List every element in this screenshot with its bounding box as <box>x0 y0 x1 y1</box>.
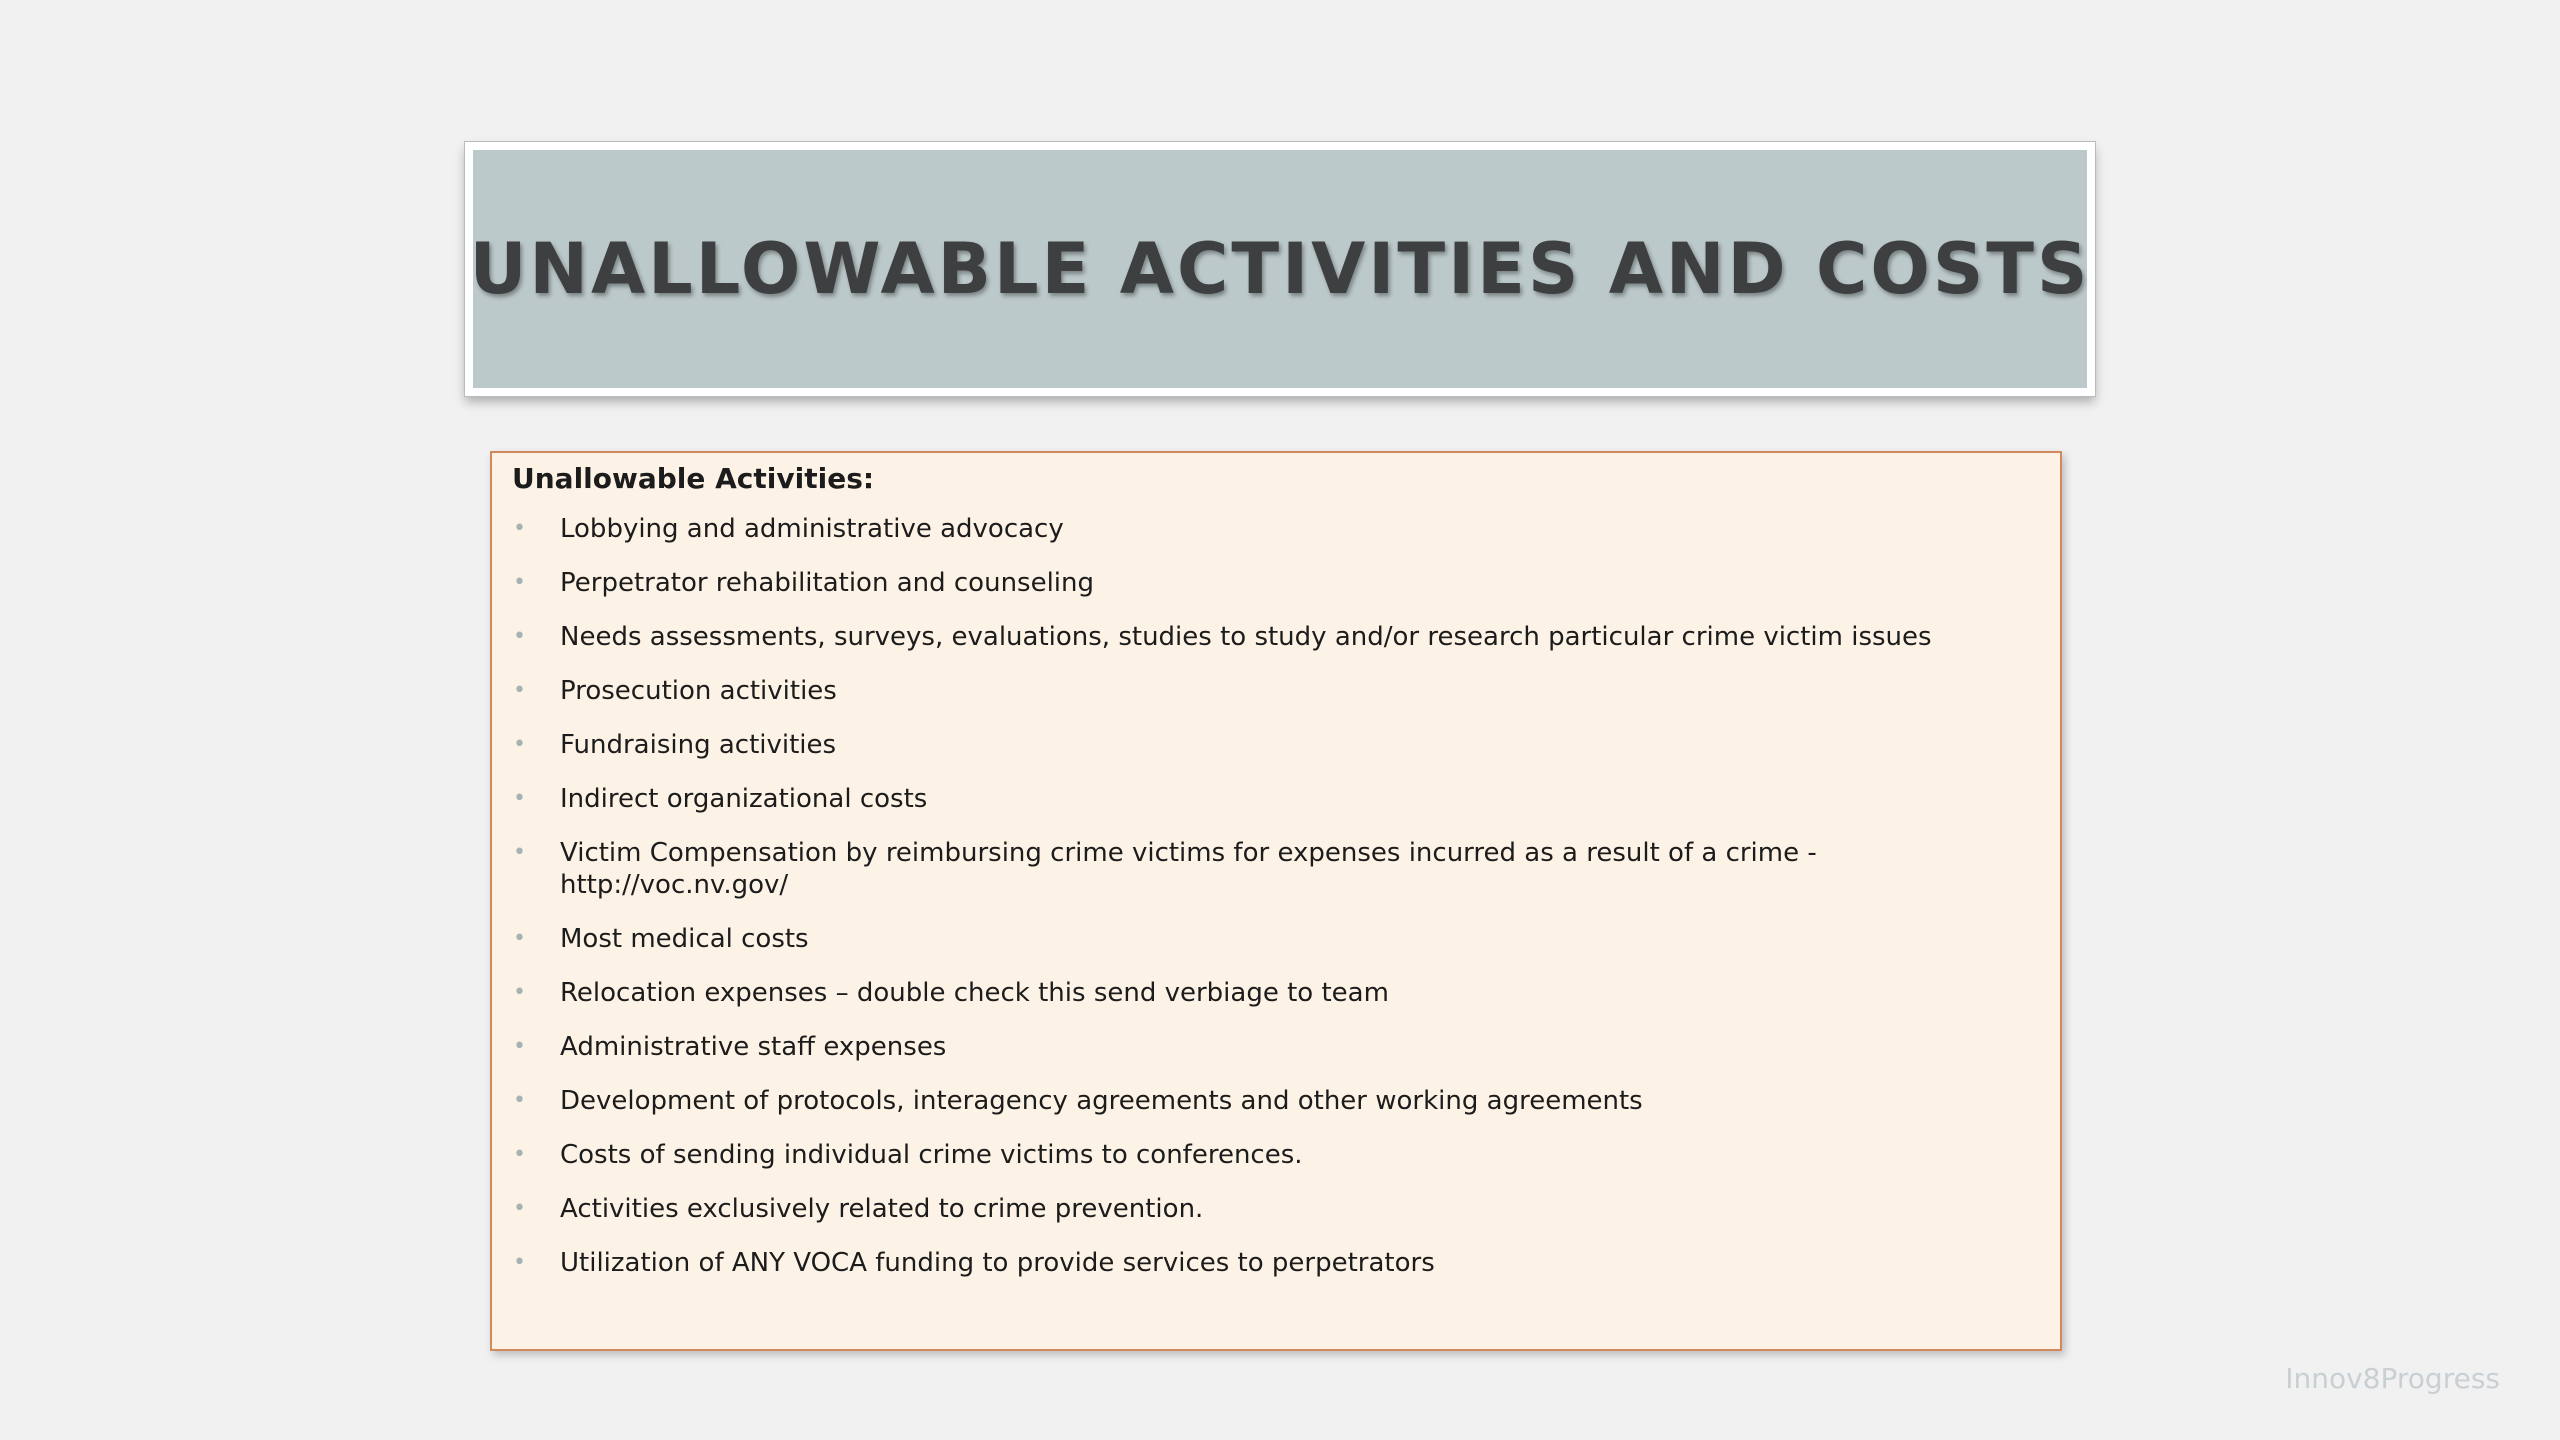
list-item-text: Activities exclusively related to crime prevention. <box>560 1194 1204 1224</box>
bullet-icon: • <box>513 1250 526 1275</box>
list-item-text: Costs of sending individual crime victims to conferences. <box>560 1140 1303 1170</box>
content-panel <box>490 451 2062 1351</box>
bullet-icon: • <box>513 624 526 649</box>
list-item-text: Utilization of ANY VOCA funding to provide services to perpetrators <box>560 1248 1435 1278</box>
list-item <box>512 1247 1940 1279</box>
bullet-icon: • <box>513 1142 526 1167</box>
list-item <box>512 923 1940 955</box>
list-item-text: Prosecution activities <box>560 676 837 706</box>
bullet-icon: • <box>513 732 526 757</box>
list-item <box>512 1085 1940 1117</box>
list-item-text: Development of protocols, interagency agreements and other working agreements <box>560 1086 1643 1116</box>
list-item <box>512 729 1940 761</box>
list-item <box>512 675 1940 707</box>
list-item-text: Needs assessments, surveys, evaluations, studies to study and/or research particular crime victim issues <box>560 622 1932 652</box>
list-item <box>512 513 1940 545</box>
bullet-icon: • <box>513 678 526 703</box>
bullet-icon: • <box>513 926 526 951</box>
bullet-icon: • <box>513 1034 526 1059</box>
list-item-text: Lobbying and administrative advocacy <box>560 514 1064 544</box>
title-banner <box>465 142 2095 396</box>
bullet-icon: • <box>513 786 526 811</box>
list-item <box>512 837 1940 901</box>
section-heading: Unallowable Activities: <box>512 462 875 495</box>
list-item <box>512 1139 1940 1171</box>
bullet-icon: • <box>513 1196 526 1221</box>
list-item-text: Relocation expenses – double check this send verbiage to team <box>560 978 1389 1008</box>
slide-title: UNALLOWABLE ACTIVITIES AND COSTS <box>469 228 2091 310</box>
list-item-text: Perpetrator rehabilitation and counseling <box>560 568 1095 598</box>
list-item <box>512 977 1940 1009</box>
bullet-icon: • <box>513 980 526 1005</box>
list-item <box>512 1193 1940 1225</box>
bullet-icon: • <box>513 516 526 541</box>
watermark-logo-text: Innov8Progress <box>2285 1362 2500 1395</box>
list-item <box>512 567 1940 599</box>
bullet-icon: • <box>513 840 526 865</box>
list-item-text: Indirect organizational costs <box>560 784 928 814</box>
bullet-list <box>512 513 2040 1279</box>
list-item-text: Fundraising activities <box>560 730 837 760</box>
list-item <box>512 1031 1940 1063</box>
list-item <box>512 621 1940 653</box>
bullet-icon: • <box>513 1088 526 1113</box>
bullet-icon: • <box>513 570 526 595</box>
list-item-text: Most medical costs <box>560 924 809 954</box>
list-item <box>512 783 1940 815</box>
list-item-text: Victim Compensation by reimbursing crime victims for expenses incurred as a result of a crime - http://voc.nv.gov/ <box>560 838 1817 900</box>
list-item-text: Administrative staff expenses <box>560 1032 947 1062</box>
